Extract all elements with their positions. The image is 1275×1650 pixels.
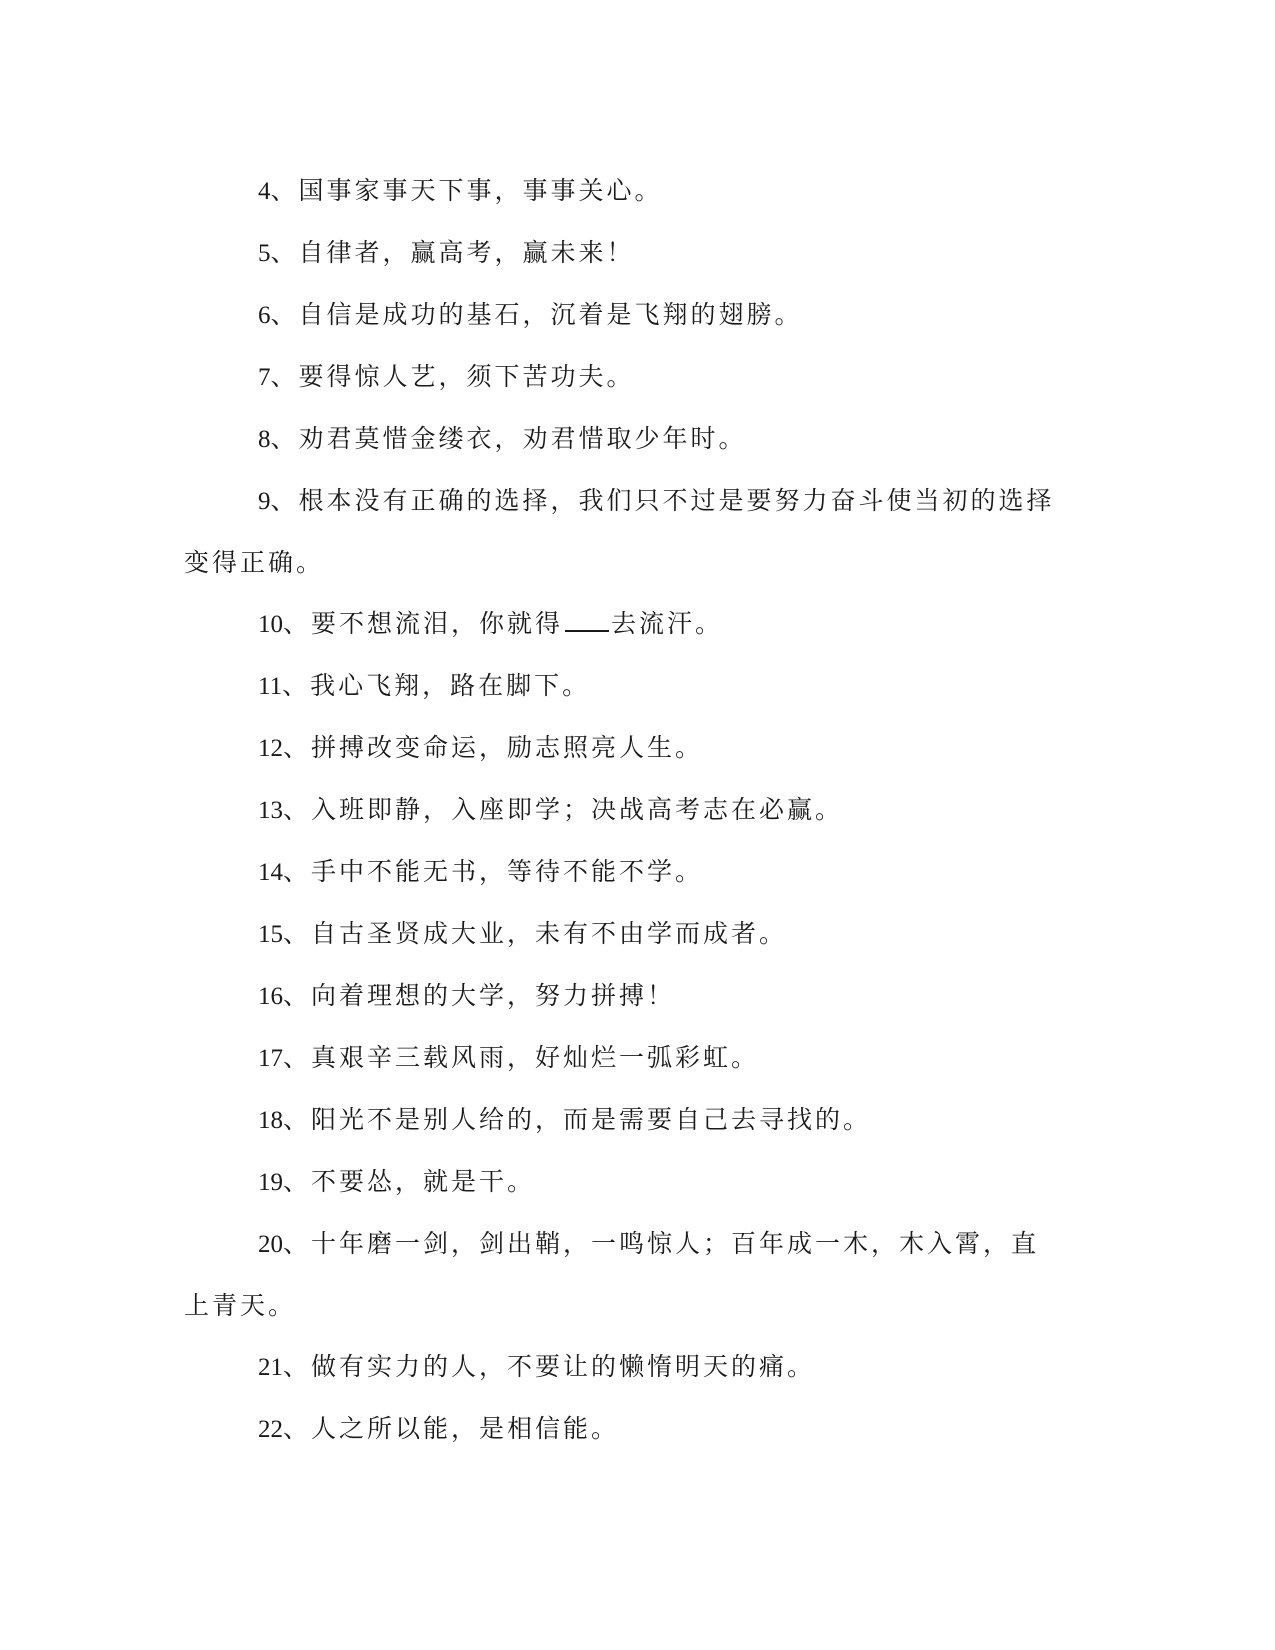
list-item: 5、自律者，赢高考，赢未来！ (258, 238, 635, 267)
list-item: 11、我心飞翔，路在脚下。 (258, 671, 591, 700)
list-item: 21、做有实力的人，不要让的懒惰明天的痛。 (258, 1352, 816, 1381)
list-item: 16、向着理想的大学，努力拼搏！ (258, 981, 676, 1010)
list-item: 6、自信是成功的基石，沉着是飞翔的翅膀。 (258, 300, 803, 329)
list-item: 12、拼搏改变命运，励志照亮人生。 (258, 733, 704, 762)
list-item: 9、根本没有正确的选择，我们只不过是要努力奋斗使当初的选择变得正确。 (184, 486, 1055, 577)
document-body (184, 160, 1064, 1460)
list-item: 13、入班即静，入座即学；决战高考志在必赢。 (258, 795, 844, 824)
list-item: 10、要不想流泪，你就得 去流汗。 (258, 609, 724, 638)
fill-in-blank (565, 608, 609, 632)
list-item: 4、国事家事天下事，事事关心。 (258, 176, 663, 205)
list-item: 20、十年磨一剑，剑出鞘，一鸣惊人；百年成一木，木入霄，直上青天。 (184, 1229, 1040, 1320)
list-item: 14、手中不能无书，等待不能不学。 (258, 857, 704, 886)
list-item: 22、人之所以能，是相信能。 (258, 1414, 620, 1443)
list-item: 17、真艰辛三载风雨，好灿烂一弧彩虹。 (258, 1043, 760, 1072)
list-item: 19、不要怂，就是干。 (258, 1167, 536, 1196)
list-item: 8、劝君莫惜金缕衣，劝君惜取少年时。 (258, 424, 747, 453)
list-item: 18、阳光不是别人给的，而是需要自己去寻找的。 (258, 1105, 872, 1134)
list-item: 15、自古圣贤成大业，未有不由学而成者。 (258, 919, 788, 948)
list-item: 7、要得惊人艺，须下苦功夫。 (258, 362, 635, 391)
